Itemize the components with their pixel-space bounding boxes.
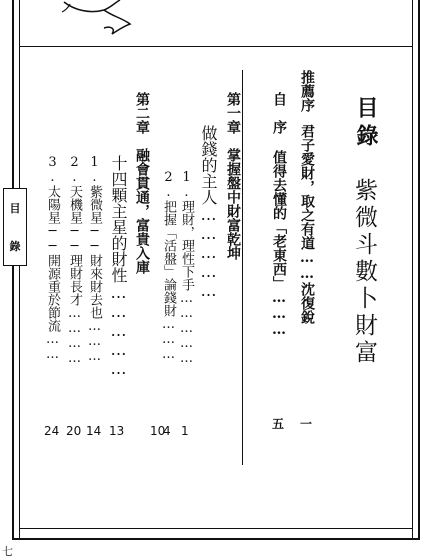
toc-page-self: 五	[272, 417, 285, 431]
chapter-1-heading[interactable]: 第一章 掌握盤中財富乾坤	[225, 92, 241, 260]
chapter-1-extra-page: 10	[150, 424, 166, 438]
toc-entry-self[interactable]: 值得去懂的「老東西」………	[271, 150, 287, 338]
chapter-2-section-page: 13	[109, 424, 125, 438]
toc-label-self: 自 序	[271, 92, 287, 134]
toc-label-recommend: 推薦序	[299, 70, 315, 112]
chapter-2-section[interactable]: 十四顆主星的財性……………	[109, 155, 128, 378]
header-rule	[19, 46, 413, 47]
side-tab-char-2: 錄	[9, 240, 21, 253]
chapter-2-item-3[interactable]: 3.太陽星──開源重於節流……	[45, 155, 60, 362]
chapter-2-item-3-page: 24	[44, 424, 60, 438]
bird-illustration-icon	[60, 0, 140, 42]
chapter-1-section[interactable]: 做錢的主人……………	[199, 125, 218, 300]
chapter-2-item-1-page: 14	[86, 424, 102, 438]
toc-entry-recommend[interactable]: 君子愛財，取之有道……沈復銳	[299, 124, 315, 324]
side-tab-char-1: 目	[9, 202, 21, 215]
inner-border-left	[19, 0, 20, 540]
chapter-1-item-1[interactable]: 1.理財，理性下手……………	[179, 170, 194, 366]
chapter-2-item-2-page: 20	[66, 424, 82, 438]
toc-page-recommend: 一	[300, 417, 313, 431]
chapter-1-item-1-page: 1	[181, 424, 189, 438]
side-tab	[3, 188, 27, 266]
chapter-1-item-2-page: 4	[163, 424, 171, 438]
toc-heading: 目錄	[353, 96, 379, 152]
inner-border-right	[412, 0, 413, 540]
footer-rule	[19, 528, 413, 529]
chapter-2-heading[interactable]: 第二章 融會貫通，富貴入庫	[134, 92, 150, 274]
page-number: 七	[2, 545, 13, 558]
book-title: 紫微斗數卜財富	[351, 178, 377, 367]
chapter-2-item-2[interactable]: 2.天機星──理財長才…………	[67, 155, 82, 366]
chapter-1-item-2[interactable]: 2.把握「活盤」論錢財………	[161, 170, 176, 362]
chapter-2-item-1[interactable]: 1.紫微星──財來財去也………	[87, 155, 102, 364]
title-divider	[242, 70, 243, 465]
